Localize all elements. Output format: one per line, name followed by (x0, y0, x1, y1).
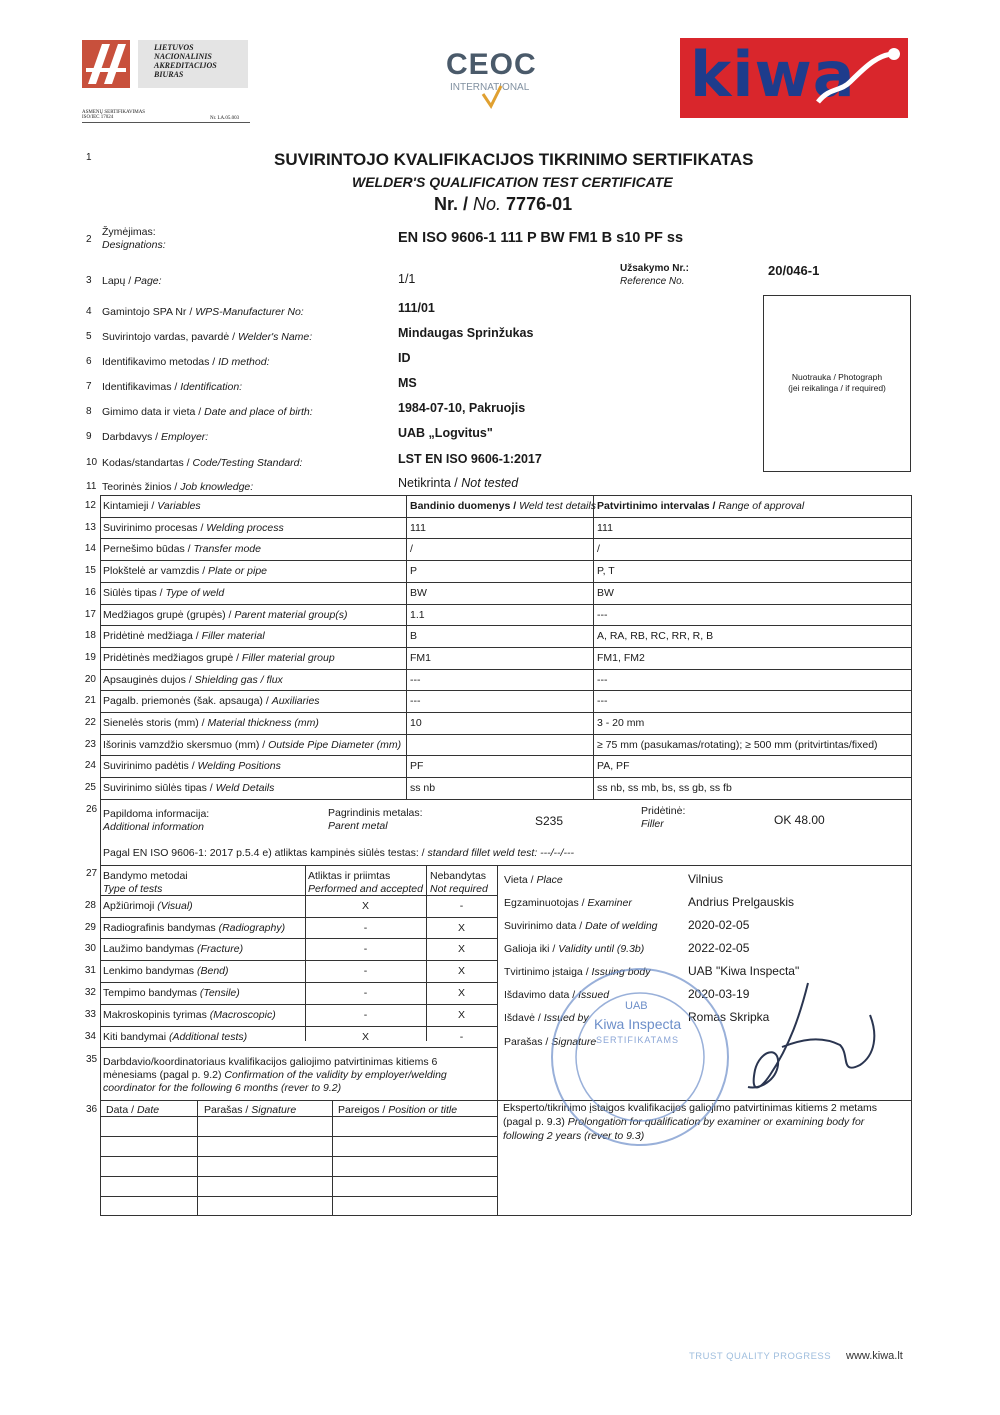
field-value: 1984-07-10, Pakruojis (398, 401, 526, 415)
exam-label: Parašas / Signature (504, 1036, 597, 1048)
field-label-en: Code/Testing Standard: (192, 457, 303, 469)
table-rule (100, 777, 911, 778)
field-label (102, 331, 312, 343)
test-detail-cell: P (410, 565, 418, 577)
column-header: Nebandytas (430, 870, 487, 882)
approval-range-cell: 3 - 20 mm (597, 717, 645, 729)
table-rule (100, 582, 911, 583)
designation-value: EN ISO 9606-1 111 P BW FM1 B s10 PF ss (398, 230, 684, 246)
column-header: Data / Date (106, 1104, 160, 1116)
filler-value: OK 48.00 (774, 813, 825, 827)
field-label-lt: Darbdavys / (102, 431, 159, 443)
variable-name: Pridėtinės medžiagos grupė / Filler material group (103, 652, 335, 664)
table-rule (100, 1026, 497, 1027)
ceoc-logo (440, 48, 545, 110)
row-number: 24 (84, 760, 96, 771)
row-number: 20 (84, 674, 96, 685)
table-rule (100, 669, 911, 670)
test-type: Radiografinis bandymas (Radiography) (103, 922, 286, 934)
exam-label: Suvirinimo data / Date of welding (504, 920, 658, 932)
exam-label: Galioja iki / Validity until (9.3b) (504, 943, 645, 955)
test-type: Kiti bandymai (Additional tests) (103, 1031, 248, 1043)
table-rule (100, 517, 911, 518)
reference-label-en: Reference No. (620, 276, 685, 287)
row-number: 2 (86, 234, 92, 245)
field-value: 111/01 (398, 301, 435, 315)
exam-value: 2022-02-05 (688, 941, 750, 955)
variable-name: Plokštelė ar vamzdis / Plate or pipe (103, 565, 268, 577)
approval-range-cell: P, T (597, 565, 615, 577)
field-value: MS (398, 376, 417, 390)
performed-mark: - (363, 965, 368, 977)
column-header: Parašas / Signature (204, 1104, 297, 1116)
prolongation-text: Eksperto/tikrinimo įstaigos kvalifikacijos galiojimo patvirtinimas kitiems 2 metams (pagal p. 9.3) Prolongation for qualification by examiner or examining body for following 2 years (rever to 9.3) (503, 1102, 878, 1142)
table-rule (100, 1156, 497, 1157)
variable-name: Išorinis vamzdžio skersmuo (mm) / Outside Pipe Diameter (mm) (103, 739, 402, 751)
approval-range-cell: ss nb, ss mb, bs, ss gb, ss fb (597, 782, 732, 794)
column-header-en: Type of tests (103, 883, 163, 895)
table-rule (100, 799, 911, 800)
field-label: Žymėjimas: (102, 226, 156, 238)
field-label-lt: Teorinės žinios / (102, 481, 178, 493)
field-label-en: Designations: (102, 239, 166, 251)
row-number: 26 (86, 804, 98, 815)
variable-name: Suvirinimo padėtis / Welding Positions (103, 760, 281, 772)
variable-name: Apsauginės dujos / Shielding gas / flux (103, 674, 283, 686)
field-label-lt: Gamintojo SPA Nr / (102, 306, 193, 318)
not-required-mark: - (459, 1031, 464, 1043)
exam-value: Vilnius (688, 872, 724, 886)
variable-name: Suvirinimo procesas / Welding process (103, 522, 284, 534)
field-label-en: Date and place of birth: (204, 406, 313, 418)
performed-mark: X (361, 1031, 369, 1043)
table-rule (100, 865, 911, 866)
lna-text: LIETUVOS NACIONALINIS AKREDITACIJOS BIURAS (154, 43, 217, 79)
table-rule (100, 799, 101, 1215)
approval-range-cell: / (597, 543, 600, 555)
table-rule (100, 734, 911, 735)
field-label (102, 306, 304, 318)
approval-range-cell: 111 (597, 522, 613, 534)
kiwa-animal-icon (810, 42, 905, 114)
signature-icon (700, 975, 890, 1110)
not-required-mark: X (457, 943, 465, 955)
row-number: 27 (86, 868, 98, 879)
table-rule (497, 1100, 498, 1215)
additional-label: Papildoma informacija: (103, 808, 210, 820)
exam-label: Egzaminuotojas / Examiner (504, 897, 632, 909)
exam-label: Vieta / Place (504, 874, 563, 886)
row-number: 34 (84, 1031, 96, 1042)
ceoc-sub: INTERNATIONAL (450, 82, 530, 93)
row-number: 30 (84, 943, 96, 954)
field-label: Lapų / Page: (102, 275, 162, 287)
approval-range-cell: --- (597, 695, 608, 707)
exam-label: Išdavė / Issued by (504, 1012, 589, 1024)
field-label-lt: Gimimo data ir vieta / (102, 406, 202, 418)
row-number: 36 (86, 1104, 98, 1115)
table-rule (100, 917, 497, 918)
table-rule (100, 1176, 497, 1177)
not-required-mark: - (459, 900, 464, 912)
test-type: Laužimo bandymas (Fracture) (103, 943, 244, 955)
table-rule (100, 1004, 497, 1005)
field-label-lt: Kodas/standartas / (102, 457, 190, 469)
title-lt: SUVIRINTOJO KVALIFIKACIJOS TIKRINIMO SERTIFIKATAS (274, 150, 754, 169)
column-header: Kintamieji / Variables (103, 500, 201, 512)
table-rule (100, 560, 911, 561)
test-type: Lenkimo bandymas (Bend) (103, 965, 229, 977)
field-label-en: Job knowledge: (180, 481, 254, 493)
field-label-en: WPS-Manufacturer No: (195, 306, 304, 318)
exam-value: Romas Skripka (688, 1010, 770, 1024)
field-label-lt: Identifikavimo metodas / (102, 356, 216, 368)
test-detail-cell: BW (410, 587, 427, 599)
exam-value: 2020-02-05 (688, 918, 750, 932)
table-rule (100, 712, 911, 713)
row-number: 18 (84, 630, 96, 641)
exam-label: Išdavimo data / Issued (504, 989, 610, 1001)
approval-range-cell: PA, PF (597, 760, 630, 772)
table-rule (100, 647, 911, 648)
ceoc-text: CEOC (446, 48, 537, 81)
test-detail-cell: PF (410, 760, 424, 772)
reference-value: 20/046-1 (768, 263, 820, 278)
table-rule (332, 1100, 333, 1215)
row-number: 7 (86, 381, 92, 392)
table-rule (100, 1215, 911, 1216)
test-type: Apžiūrimoji (Visual) (103, 900, 193, 912)
kiwa-logo (680, 38, 908, 118)
field-value: UAB „Logvitus" (398, 426, 493, 440)
parent-metal-label: Pagrindinis metalas: (328, 807, 423, 819)
variable-name: Siūlės tipas / Type of weld (103, 587, 225, 599)
column-header: Bandinio duomenys / Weld test details (410, 500, 596, 512)
parent-metal-value: S235 (535, 814, 564, 828)
confirmation-text: Darbdavio/koordinatoriaus kvalifikacijos galiojimo patvirtinimas kitiems 6 mėnesiams (pagal p. 9.2) Confirmation of the validity by employer/welding coordinator for the following 6 months (rever to 9.2) (103, 1056, 447, 1094)
test-detail-cell: 1.1 (410, 609, 425, 621)
lna-logo (82, 40, 250, 122)
stamp-ring-text: SERTIFIKATAMS (596, 1035, 680, 1045)
table-rule (100, 1047, 497, 1048)
filler-label: Pridėtinė: (641, 805, 686, 817)
row-number: 16 (84, 587, 96, 598)
approval-range-cell: BW (597, 587, 614, 599)
certificate-number: Nr. / No. 7776-01 (434, 194, 573, 214)
row-number: 9 (86, 431, 92, 442)
approval-range-cell: ≥ 75 mm (pasukamas/rotating); ≥ 500 mm (pritvirtintas/fixed) (597, 739, 878, 751)
ceoc-check-icon (480, 84, 504, 110)
column-header-en: Performed and accepted (308, 883, 423, 895)
column-header-en: Not required (430, 883, 488, 895)
field-value: ID (398, 351, 411, 365)
column-header: Pareigos / Position or title (338, 1104, 458, 1116)
variable-name: Suvirinimo siūlės tipas / Weld Details (103, 782, 275, 794)
row-number: 32 (84, 987, 96, 998)
row-number: 8 (86, 406, 92, 417)
not-required-mark: X (457, 965, 465, 977)
row-number: 3 (86, 275, 92, 286)
performed-mark: - (363, 987, 368, 999)
variable-name: Sienelės storis (mm) / Material thickness (mm) (103, 717, 319, 729)
table-rule (100, 1136, 497, 1137)
field-label-en: Employer: (160, 431, 209, 443)
row-number: 15 (84, 565, 96, 576)
field-label-lt: Suvirintojo vardas, pavardė / (102, 331, 236, 343)
field-label (102, 457, 302, 469)
field-value: Netikrinta / Not tested (398, 476, 519, 490)
table-rule (100, 690, 911, 691)
row-number: 31 (84, 965, 96, 976)
footer-website-link[interactable]: www.kiwa.lt (846, 1350, 903, 1362)
photo-caption: Nuotrauka / Photograph (jei reikalinga / if required) (788, 372, 886, 393)
footer-slogan: TRUST QUALITY PROGRESS (689, 1351, 832, 1362)
row-number: 4 (86, 306, 92, 317)
row-number: 33 (84, 1009, 96, 1020)
row-number: 12 (84, 500, 96, 511)
approval-range-cell: --- (597, 674, 608, 686)
lna-mark-icon (82, 40, 130, 88)
not-required-mark: X (457, 987, 465, 999)
performed-mark: - (363, 922, 368, 934)
exam-value: Andrius Prelgauskis (688, 895, 795, 909)
approval-range-cell: FM1, FM2 (597, 652, 645, 664)
stamp-text: UAB (625, 1000, 648, 1012)
row-number: 11 (86, 481, 97, 492)
table-rule (100, 538, 911, 539)
exam-value: 2020-03-19 (688, 987, 750, 1001)
row-number: 14 (84, 543, 96, 554)
row-number: 1 (86, 152, 92, 163)
column-header: Patvirtinimo intervalas / Range of approval (597, 500, 805, 512)
table-rule (593, 495, 594, 799)
variable-name: Pernešimo būdas / Transfer mode (103, 543, 261, 555)
performed-mark: - (363, 943, 368, 955)
table-rule (100, 604, 911, 605)
field-label (102, 431, 208, 443)
table-rule (100, 895, 497, 896)
column-header: Atliktas ir priimtas (308, 870, 391, 882)
approval-range-cell: --- (597, 609, 608, 621)
row-number: 13 (84, 522, 96, 533)
table-rule (100, 755, 911, 756)
parent-metal-label-en: Parent metal (328, 820, 388, 832)
variable-name: Pagalb. priemonės (šak. apsauga) / Auxiliaries (103, 695, 320, 707)
table-rule (100, 1196, 497, 1197)
row-number: 6 (86, 356, 92, 367)
test-type: Tempimo bandymas (Tensile) (103, 987, 240, 999)
lna-number: Nr. LA.05.003 (210, 116, 240, 121)
test-detail-cell: B (410, 630, 418, 642)
field-label (102, 381, 242, 393)
variable-name: Medžiagos grupė (grupės) / Parent material group(s) (103, 609, 348, 621)
row-number: 29 (84, 922, 96, 933)
table-rule (100, 625, 911, 626)
table-rule (100, 495, 911, 496)
table-rule (197, 1100, 198, 1215)
field-value: Mindaugas Sprinžukas (398, 326, 534, 340)
row-number: 35 (86, 1054, 98, 1065)
row-number: 19 (84, 652, 96, 663)
row-number: 28 (84, 900, 96, 911)
field-label (102, 356, 270, 368)
test-detail-cell: ss nb (410, 782, 436, 794)
field-label-lt: Identifikavimas / (102, 381, 178, 393)
row-number: 10 (86, 457, 98, 468)
table-rule (911, 799, 912, 1215)
row-number: 21 (84, 695, 96, 706)
table-rule (100, 1116, 497, 1117)
field-value: LST EN ISO 9606-1:2017 (398, 452, 542, 466)
test-detail-cell: FM1 (410, 652, 431, 664)
row-number: 23 (84, 739, 96, 750)
additional-label-en: Additional information (103, 821, 204, 833)
fillet-weld-test: Pagal EN ISO 9606-1: 2017 p.5.4 e) atliktas kampinės siūlės testas: / standard fillet weld test: ---/--/--- (103, 847, 574, 859)
approval-range-cell: A, RA, RB, RC, RR, R, B (597, 630, 714, 642)
filler-label-en: Filler (641, 818, 664, 830)
table-rule (100, 982, 497, 983)
kiwa-text: kiwa (690, 38, 856, 111)
test-detail-cell: 111 (410, 522, 426, 534)
row-number: 25 (84, 782, 96, 793)
test-detail-cell: / (410, 543, 413, 555)
stamp-text: Kiwa Inspecta (594, 1016, 682, 1032)
page-value: 1/1 (398, 272, 416, 286)
not-required-mark: X (457, 1009, 465, 1021)
photo-box (763, 295, 911, 472)
test-detail-cell: --- (410, 674, 421, 686)
field-label (102, 481, 253, 493)
test-detail-cell: --- (410, 695, 421, 707)
field-label-en: ID method: (218, 356, 270, 368)
table-rule (497, 865, 498, 1100)
title-en: WELDER'S QUALIFICATION TEST CERTIFICATE (352, 174, 673, 190)
exam-value: UAB "Kiwa Inspecta" (688, 964, 800, 978)
variable-name: Pridėtinė medžiaga / Filler material (103, 630, 265, 642)
field-label-en: Welder's Name: (238, 331, 313, 343)
not-required-mark: X (457, 922, 465, 934)
table-rule (100, 938, 497, 939)
row-number: 22 (84, 717, 96, 728)
exam-label: Tvirtinimo įstaiga / Issuing body (504, 966, 651, 978)
table-rule (406, 495, 407, 799)
performed-mark: - (363, 1009, 368, 1021)
table-rule (100, 495, 101, 799)
column-header: Bandymo metodai (103, 870, 188, 882)
field-label (102, 406, 313, 418)
row-number: 5 (86, 331, 92, 342)
test-detail-cell: 10 (410, 717, 422, 729)
lna-sub: ASMENŲ SERTIFIKAVIMAS ISO/IEC 17024 (82, 110, 146, 120)
row-number: 17 (84, 609, 96, 620)
test-type: Makroskopinis tyrimas (Macroscopic) (103, 1009, 276, 1021)
field-label-en: Identification: (180, 381, 243, 393)
reference-label: Užsakymo Nr.: (620, 263, 689, 274)
performed-mark: X (361, 900, 369, 912)
table-rule (100, 960, 497, 961)
table-rule (911, 495, 912, 799)
